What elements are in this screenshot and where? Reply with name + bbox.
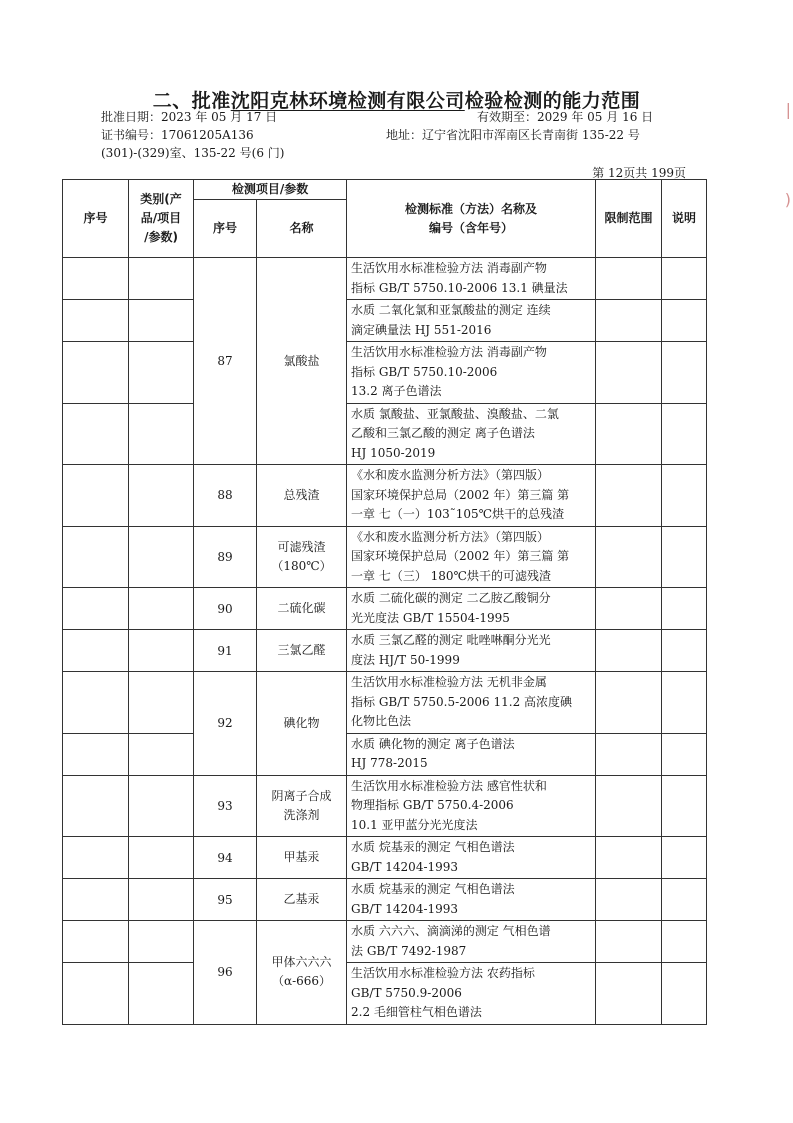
standard-line: 水质 三氯乙醛的测定 吡唑啉酮分光光 (351, 633, 551, 647)
item-number: 89 (194, 526, 257, 588)
note-cell (662, 672, 707, 734)
seq-cell (63, 403, 129, 465)
standard-line: 国家环境保护总局（2002 年）第三篇 第 (351, 487, 570, 502)
standard-line: 乙酸和三氯乙酸的测定 离子色谱法 (351, 426, 535, 440)
standard-method (347, 588, 596, 630)
standard-line: 水质 二氧化氯和亚氯酸盐的测定 连续 (351, 303, 551, 317)
note-cell (662, 342, 707, 404)
item-number: 88 (194, 465, 257, 527)
item-name (257, 837, 347, 879)
category-cell (129, 630, 194, 672)
limit-cell (596, 258, 662, 300)
standard-line: 水质 六六六、滴滴涕的测定 气相色谱 (351, 924, 551, 938)
standard-line: GB/T 14204-1993 (351, 859, 459, 874)
category-cell (129, 672, 194, 734)
seq-cell (63, 342, 129, 404)
item-name-line: 氯酸盐 (283, 353, 320, 368)
item-name (257, 672, 347, 776)
category-cell (129, 775, 194, 837)
seq-cell (63, 672, 129, 734)
header-category: 类别(产 品/项目 /参数) (129, 180, 194, 258)
item-name-line: 洗涤剂 (283, 807, 320, 822)
seq-cell (63, 465, 129, 527)
standard-line: 物理指标 GB/T 5750.4-2006 (351, 798, 514, 812)
item-name-line: 总残渣 (283, 487, 320, 502)
standard-method (347, 465, 596, 527)
category-cell (129, 733, 194, 775)
table-row (63, 630, 707, 672)
note-cell (662, 879, 707, 921)
page-number: 第 12页共 199页 (592, 166, 686, 180)
table-row (63, 733, 707, 775)
valid-until: 有效期至：2029 年 05 月 16 日 (477, 110, 654, 124)
standard-line: 一章 七（一）103˜105℃烘干的总残渣 (351, 507, 565, 521)
standard-line: 生活饮用水标准检验方法 消毒副产物 (351, 345, 547, 359)
item-number: 91 (194, 630, 257, 672)
limit-cell (596, 342, 662, 404)
limit-cell (596, 963, 662, 1025)
standard-line: 水质 烷基汞的测定 气相色谱法 (351, 840, 515, 854)
category-cell (129, 300, 194, 342)
category-cell (129, 342, 194, 404)
item-name-line: 乙基汞 (283, 892, 320, 906)
note-cell (662, 733, 707, 775)
table-row (63, 300, 707, 342)
standard-line: 《水和废水监测分析方法》（第四版） (351, 529, 550, 544)
note-cell (662, 258, 707, 300)
note-cell (662, 300, 707, 342)
edge-stamp-mark: | (785, 100, 791, 119)
standard-method (347, 258, 596, 300)
limit-cell (596, 526, 662, 588)
header-item-group: 检测项目/参数 (194, 180, 347, 200)
table-row (63, 775, 707, 837)
header-limit: 限制范围 (596, 180, 662, 258)
standard-line: 生活饮用水标准检验方法 感官性状和 (351, 778, 547, 793)
table-row (63, 588, 707, 630)
limit-cell (596, 588, 662, 630)
item-number: 93 (194, 775, 257, 837)
table-row (63, 526, 707, 588)
item-name (257, 258, 347, 465)
seq-cell (63, 775, 129, 837)
standard-method (347, 879, 596, 921)
header-standard: 检测标准（方法）名称及 编号（含年号） (347, 180, 596, 258)
item-name-line: 三氯乙醛 (277, 643, 326, 657)
address: 地址：辽宁省沈阳市浑南区长青南街 135-22 号 (386, 128, 640, 142)
standard-line: 水质 碘化物的测定 离子色谱法 (351, 736, 515, 751)
item-name-line: 阴离子合成 (271, 788, 332, 803)
limit-cell (596, 672, 662, 734)
header-note: 说明 (662, 180, 707, 258)
standard-method (347, 672, 596, 734)
limit-cell (596, 403, 662, 465)
standard-method (347, 733, 596, 775)
page-title: 二、批准沈阳克林环境检测有限公司检验检测的能力范围 (152, 90, 641, 112)
table-row (63, 837, 707, 879)
seq-cell (63, 963, 129, 1025)
standard-line: 指标 GB/T 5750.5-2006 11.2 高浓度碘 (351, 694, 573, 709)
category-cell (129, 403, 194, 465)
seq-cell (63, 588, 129, 630)
standard-method (347, 963, 596, 1025)
note-cell (662, 465, 707, 527)
item-name-line: 碘化物 (283, 715, 320, 730)
standard-method (347, 342, 596, 404)
item-name-line: 二硫化碳 (277, 601, 326, 615)
item-name-line: （α-666） (271, 974, 332, 989)
standard-line: GB/T 5750.9-2006 (351, 985, 462, 1000)
edge-stamp-mark: ) (784, 190, 791, 209)
item-number: 94 (194, 837, 257, 879)
limit-cell (596, 300, 662, 342)
table-row (63, 879, 707, 921)
standard-line: HJ 1050-2019 (351, 445, 436, 460)
category-cell (129, 963, 194, 1025)
standard-line: 2.2 毛细管柱气相色谱法 (351, 1005, 482, 1019)
standard-line: 指标 GB/T 5750.10-2006 (351, 364, 498, 379)
item-name (257, 921, 347, 1025)
item-name-line: 甲体六六六 (271, 955, 332, 970)
standard-method (347, 775, 596, 837)
address-continued: (301)-(329)室、135-22 号(6 门) (101, 146, 285, 160)
note-cell (662, 403, 707, 465)
standard-line: 国家环境保护总局（2002 年）第三篇 第 (351, 549, 570, 563)
item-name (257, 879, 347, 921)
standard-line: 光光度法 GB/T 15504-1995 (351, 610, 510, 625)
category-cell (129, 879, 194, 921)
table-row (63, 672, 707, 734)
table-row (63, 921, 707, 963)
standard-line: 一章 七（三） 180℃烘干的可滤残渣 (351, 568, 551, 583)
standard-line: 生活饮用水标准检验方法 农药指标 (351, 966, 535, 980)
standard-line: GB/T 14204-1993 (351, 901, 459, 916)
seq-cell (63, 630, 129, 672)
limit-cell (596, 630, 662, 672)
limit-cell (596, 775, 662, 837)
standard-method (347, 921, 596, 963)
seq-cell (63, 879, 129, 921)
item-number: 95 (194, 879, 257, 921)
header-item-name: 名称 (257, 200, 347, 258)
item-name-line: （180℃） (271, 558, 332, 573)
note-cell (662, 963, 707, 1025)
standard-line: 水质 烷基汞的测定 气相色谱法 (351, 882, 515, 896)
note-cell (662, 921, 707, 963)
standard-line: 化物比色法 (351, 714, 412, 728)
seq-cell (63, 300, 129, 342)
standard-method (347, 300, 596, 342)
standard-line: 13.2 离子色谱法 (351, 384, 442, 398)
seq-cell (63, 733, 129, 775)
item-name-line: 可滤残渣 (277, 539, 326, 554)
standard-method (347, 403, 596, 465)
item-name (257, 630, 347, 672)
standard-method (347, 526, 596, 588)
standard-method (347, 837, 596, 879)
limit-cell (596, 921, 662, 963)
item-number: 87 (194, 258, 257, 465)
standard-line: 滴定碘量法 HJ 551-2016 (351, 322, 492, 337)
standard-line: 水质 氯酸盐、亚氯酸盐、溴酸盐、二氯 (351, 406, 559, 421)
table-row (63, 403, 707, 465)
limit-cell (596, 733, 662, 775)
standard-line: 指标 GB/T 5750.10-2006 13.1 碘量法 (351, 280, 568, 295)
header-seq: 序号 (63, 180, 129, 258)
item-number: 96 (194, 921, 257, 1025)
standard-line: HJ 778-2015 (351, 756, 428, 770)
category-cell (129, 921, 194, 963)
standard-line: 生活饮用水标准检验方法 无机非金属 (351, 675, 547, 689)
note-cell (662, 630, 707, 672)
category-cell (129, 526, 194, 588)
note-cell (662, 775, 707, 837)
item-name (257, 588, 347, 630)
standard-line: 度法 HJ/T 50-1999 (351, 652, 460, 667)
standard-line: 生活饮用水标准检验方法 消毒副产物 (351, 261, 547, 275)
category-cell (129, 465, 194, 527)
item-name (257, 526, 347, 588)
category-cell (129, 588, 194, 630)
standard-method (347, 630, 596, 672)
item-name-line: 甲基汞 (283, 850, 320, 864)
limit-cell (596, 837, 662, 879)
seq-cell (63, 921, 129, 963)
limit-cell (596, 465, 662, 527)
standard-line: 10.1 亚甲蓝分光光度法 (351, 817, 478, 832)
category-cell (129, 837, 194, 879)
table-row (63, 258, 707, 300)
seq-cell (63, 258, 129, 300)
capability-table (62, 179, 707, 1025)
category-cell (129, 258, 194, 300)
header-item-seq: 序号 (194, 200, 257, 258)
standard-line: 《水和废水监测分析方法》（第四版） (351, 468, 550, 482)
table-row (63, 963, 707, 1025)
item-name (257, 775, 347, 837)
approval-date: 批准日期：2023 年 05 月 17 日 (101, 110, 278, 124)
seq-cell (63, 837, 129, 879)
note-cell (662, 526, 707, 588)
limit-cell (596, 879, 662, 921)
certificate-number: 证书编号：17061205A136 (101, 128, 254, 142)
standard-line: 水质 二硫化碳的测定 二乙胺乙酸铜分 (351, 591, 551, 605)
table-row (63, 342, 707, 404)
item-name (257, 465, 347, 527)
table-row (63, 465, 707, 527)
standard-line: 法 GB/T 7492-1987 (351, 943, 467, 958)
item-number: 90 (194, 588, 257, 630)
item-number: 92 (194, 672, 257, 776)
seq-cell (63, 526, 129, 588)
note-cell (662, 588, 707, 630)
note-cell (662, 837, 707, 879)
